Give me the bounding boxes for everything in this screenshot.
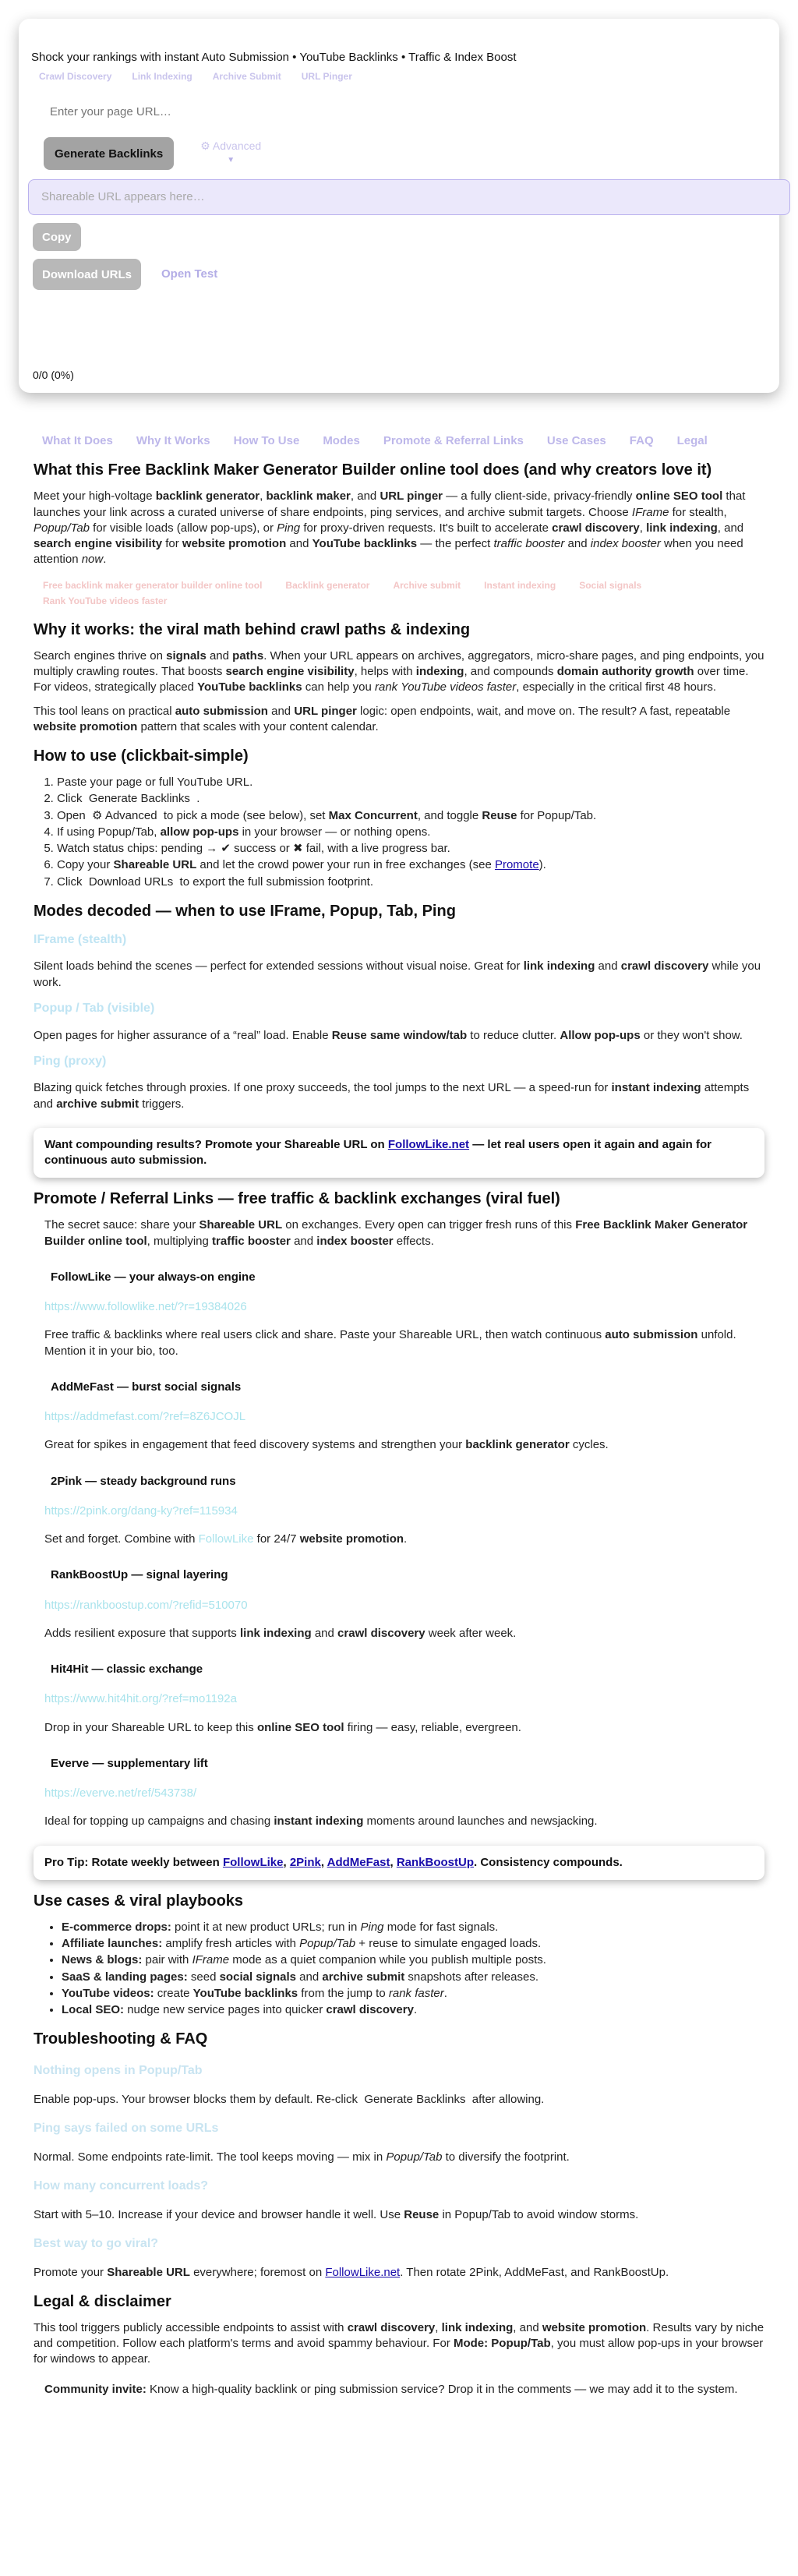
mode-popup-title: Popup / Tab (visible) (34, 1001, 155, 1015)
pro-tip-callout: Pro Tip: Rotate weekly between FollowLike, 2Pink, AddMeFast, RankBoostUp. Consistency compounds. (34, 1846, 764, 1880)
promo-text: Great for spikes in engagement that feed discovery systems and strengthen your backlink generator cycles. (44, 1438, 609, 1452)
promo-text: Adds resilient exposure that supports link indexing and crawl discovery week after week. (44, 1626, 517, 1640)
generate-backlinks-button[interactable]: Generate Backlinks (44, 137, 174, 170)
promote-link[interactable]: Promote (494, 858, 539, 872)
list-item: • Affiliate launches: amplify fresh articles with Popup/Tab + reuse to simulate engaged loads. (62, 1936, 764, 1952)
progress-counter: 0/0 (0%) (33, 369, 74, 381)
why-heading: Why it works: the viral math behind crawl paths & indexing (34, 620, 471, 638)
chip: Rank YouTube videos faster (43, 595, 168, 606)
faq-heading: Troubleshooting & FAQ (34, 2030, 208, 2048)
list-item: • E-commerce drops: point it at new product URLs; run in Ping mode for fast signals. (62, 1920, 764, 1935)
chip: Backlink generator (285, 579, 370, 591)
nav-why-it-works[interactable]: Why It Works (136, 434, 210, 447)
chip: Instant indexing (484, 579, 556, 591)
mode-iframe-title: IFrame (stealth) (34, 932, 127, 946)
promo-title: 2Pink — steady background runs (51, 1474, 236, 1488)
page-url-input[interactable] (39, 100, 335, 123)
list-item: • SaaS & landing pages: seed social signals and archive submit snapshots after releases. (62, 1970, 764, 1985)
chip: Archive submit (393, 579, 461, 591)
how-heading: How to use (clickbait-simple) (34, 747, 249, 765)
advanced-toggle[interactable] (200, 139, 261, 165)
list-item: 4. If using Popup/Tab, allow pop-ups in your browser — or nothing opens. (57, 825, 764, 840)
followlike-inline-link[interactable]: FollowLike (198, 1532, 254, 1546)
rankboostup-link[interactable]: RankBoostUp (396, 1855, 474, 1869)
promo-addmefast (44, 1380, 754, 1454)
advanced-label: ⚙ Advanced (200, 140, 262, 153)
referral-link[interactable]: https://everve.net/ref/543738/ (44, 1786, 197, 1800)
faq-answer: Start with 5–10. Increase if your device and browser handle it well. Use Reuse in Popup/Tab to avoid window storms. (34, 2207, 639, 2221)
promo-text: Drop in your Shareable URL to keep this online SEO tool firing — easy, reliable, evergreen. (44, 1720, 521, 1734)
referral-link[interactable]: https://www.followlike.net/?r=19384026 (44, 1300, 247, 1314)
promo-everve (44, 1756, 754, 1830)
followlike-link[interactable]: FollowLike.net (325, 2265, 401, 2279)
legal-heading: Legal & disclaimer (34, 2292, 171, 2310)
promo-text: Set and forget. Combine with FollowLike for 24/7 website promotion. (44, 1532, 408, 1546)
nav-what-it-does[interactable]: What It Does (42, 434, 113, 447)
tool-title: Shock your rankings with instant Auto Submission • YouTube Backlinks • Traffic & Index Boost (31, 51, 517, 64)
promo-followlike (44, 1270, 754, 1359)
section-nav (42, 433, 798, 449)
why-paragraph-2: This tool leans on practical auto submission and URL pinger logic: open endpoints, wait, and move on. The result? A fast, repeatable website promotion pattern that scales with your content calendar. (34, 704, 731, 733)
promote-section (34, 1217, 764, 1829)
mode-iframe-text: Silent loads behind the scenes — perfect for extended sessions without visual noise. Great for link indexing and crawl discovery while you work. (34, 959, 761, 989)
download-urls-button[interactable]: Download URLs (33, 259, 141, 290)
list-item: 1. Paste your page or full YouTube URL. (57, 775, 764, 790)
faq-question: Ping says failed on some URLs (34, 2122, 219, 2136)
chip: Free backlink maker generator builder online tool (43, 579, 263, 591)
what-paragraph: Meet your high-voltage backlink generator, backlink maker, and URL pinger — a fully client-side, privacy-friendly online SEO tool that launches your link across a curated universe of share endpoints, ping services, and archive submit targets. Choose IFrame for stealth, Popup/Tab for visible loads (allow pop-ups), or Ping for proxy-driven requests. It's built to accelerate crawl discovery, link indexing, and search engine visibility for website promotion and YouTube backlinks — the perfect traffic booster and index booster when you need attention now. (34, 489, 746, 567)
faq-answer: Enable pop-ups. Your browser blocks them by default. Re-click Generate Backlinks after allowing. (34, 2093, 545, 2106)
list-item: 3. Open ⚙ Advanced to pick a mode (see below), set Max Concurrent, and toggle Reuse for Popup/Tab. (57, 808, 764, 824)
referral-link[interactable]: https://2pink.org/dang-ky?ref=115934 (44, 1504, 238, 1518)
usecases-heading: Use cases & viral playbooks (34, 1892, 244, 1910)
how-steps (57, 775, 764, 890)
faq-answer: Normal. Some endpoints rate-limit. The tool keeps moving — mix in Popup/Tab to diversify the footprint. (34, 2150, 570, 2164)
referral-link[interactable]: https://addmefast.com/?ref=8Z6JCOJL (44, 1410, 246, 1424)
list-item: 5. Watch status chips: pending → ✔ success or ✖ fail, with a live progress bar. (57, 841, 764, 857)
mode-ping-title: Ping (proxy) (34, 1054, 107, 1068)
article (0, 460, 798, 2398)
chevron-down-icon: ▼ (227, 156, 235, 165)
promote-callout: Want compounding results? Promote your Shareable URL on FollowLike.net — let real users open it again and again for continuous auto submission. (34, 1128, 764, 1178)
faq-question: Best way to go viral? (34, 2236, 159, 2250)
referral-link[interactable]: https://rankboostup.com/?refid=510070 (44, 1598, 248, 1612)
nav-faq[interactable]: FAQ (629, 434, 654, 447)
promo-text: Free traffic & backlinks where real users click and share. Paste your Shareable URL, then watch continuous auto submission unfold. Mention it in your bio, too. (44, 1328, 736, 1358)
nav-modes[interactable]: Modes (323, 434, 360, 447)
promo-2pink (44, 1474, 754, 1548)
promote-intro: The secret sauce: share your Shareable URL on exchanges. Every open can trigger fresh runs of this Free Backlink Maker Generator Builder online tool, multiplying traffic booster and index booster effects. (44, 1218, 748, 1248)
nav-promote[interactable]: Promote & Referral Links (383, 434, 524, 447)
copy-button[interactable]: Copy (33, 223, 81, 251)
legal-text: This tool triggers publicly accessible endpoints to assist with crawl discovery, link indexing, and website promotion. Results vary by niche and competition. Follow each platform's terms and avoid spammy behaviour. For Mode: Popup/Tab, you must allow pop-ups in your browser for windows to appear. (34, 2320, 764, 2366)
promo-rankboostup (44, 1567, 754, 1641)
nav-use-cases[interactable]: Use Cases (546, 434, 606, 447)
promo-title: Everve — supplementary lift (51, 1756, 208, 1770)
tab-url-pinger[interactable]: URL Pinger (301, 71, 352, 83)
tab-link-indexing[interactable]: Link Indexing (132, 71, 192, 83)
feature-tabs (31, 70, 767, 83)
shareable-url-field[interactable]: Shareable URL appears here… (28, 179, 790, 215)
nav-how-to-use[interactable]: How To Use (233, 434, 300, 447)
page (0, 19, 798, 2576)
followlike-link[interactable]: FollowLike (222, 1855, 284, 1869)
referral-link[interactable]: https://www.hit4hit.org/?ref=mo1192a (44, 1692, 237, 1706)
list-item: • News & blogs: pair with IFrame mode as a quiet companion while you publish multiple posts. (62, 1952, 764, 1968)
promote-heading: Promote / Referral Links — free traffic & backlink exchanges (viral fuel) (34, 1190, 560, 1208)
keyword-chips (43, 579, 764, 607)
promo-title: Hit4Hit — classic exchange (51, 1663, 203, 1677)
list-item: • YouTube videos: create YouTube backlinks from the jump to rank faster. (62, 1986, 764, 2002)
list-item: 7. Click Download URLs to export the full submission footprint. (57, 875, 764, 890)
addmefast-link[interactable]: AddMeFast (327, 1855, 390, 1869)
why-paragraph-1: Search engines thrive on signals and paths. When your URL appears on archives, aggregators, micro-share pages, and ping endpoints, you multiply crawling routes. That boosts search engine visibility, helps with indexing, and compounds domain authority growth over time. For videos, strategically placed YouTube backlinks can help you rank YouTube videos faster, especially in the critical first 48 hours. (34, 648, 764, 694)
mode-ping-text: Blazing quick fetches through proxies. If one proxy succeeds, the tool jumps to the next URL — a speed-run for instant indexing attempts and archive submit triggers. (34, 1081, 750, 1111)
followlike-link[interactable]: FollowLike.net (387, 1137, 470, 1151)
promo-title: RankBoostUp — signal layering (51, 1568, 228, 1582)
promo-title: AddMeFast — burst social signals (51, 1380, 242, 1394)
2pink-link[interactable]: 2Pink (289, 1855, 321, 1869)
mode-popup-text: Open pages for higher assurance of a “real” load. Enable Reuse same window/tab to reduce clutter. Allow pop-ups or they won't show. (34, 1028, 743, 1042)
list-item: • Local SEO: nudge new service pages into quicker crawl discovery. (62, 2002, 764, 2018)
what-heading: What this Free Backlink Maker Generator Builder online tool does (and why creators love it) (34, 461, 712, 479)
list-item: 6. Copy your Shareable URL and let the crowd power your run in free exchanges (see Promote). (57, 857, 764, 873)
modes-heading: Modes decoded — when to use IFrame, Popup, Tab, Ping (34, 902, 456, 920)
faq-answer: Promote your Shareable URL everywhere; foremost on FollowLike.net. Then rotate 2Pink, AddMeFast, and RankBoostUp. (34, 2265, 669, 2279)
chip: Social signals (579, 579, 642, 591)
promo-hit4hit (44, 1662, 754, 1736)
tab-archive-submit[interactable]: Archive Submit (212, 71, 281, 83)
tab-crawl-discovery[interactable]: Crawl Discovery (39, 71, 112, 83)
faq-question: Nothing opens in Popup/Tab (34, 2064, 203, 2078)
promo-title: FollowLike — your always-on engine (51, 1270, 256, 1284)
tool-card (19, 19, 779, 393)
list-item: 2. Click Generate Backlinks . (57, 791, 764, 807)
faq-question: How many concurrent loads? (34, 2179, 209, 2193)
promo-text: Ideal for topping up campaigns and chasing instant indexing moments around launches and newsjacking. (44, 1815, 598, 1829)
community-invite: Community invite: Know a high-quality backlink or ping submission service? Drop it in the comments — we may add it to the system. (44, 2382, 738, 2396)
nav-legal[interactable]: Legal (676, 434, 708, 447)
open-test-link[interactable]: Open Test (161, 267, 218, 281)
usecases-list (62, 1920, 764, 2019)
